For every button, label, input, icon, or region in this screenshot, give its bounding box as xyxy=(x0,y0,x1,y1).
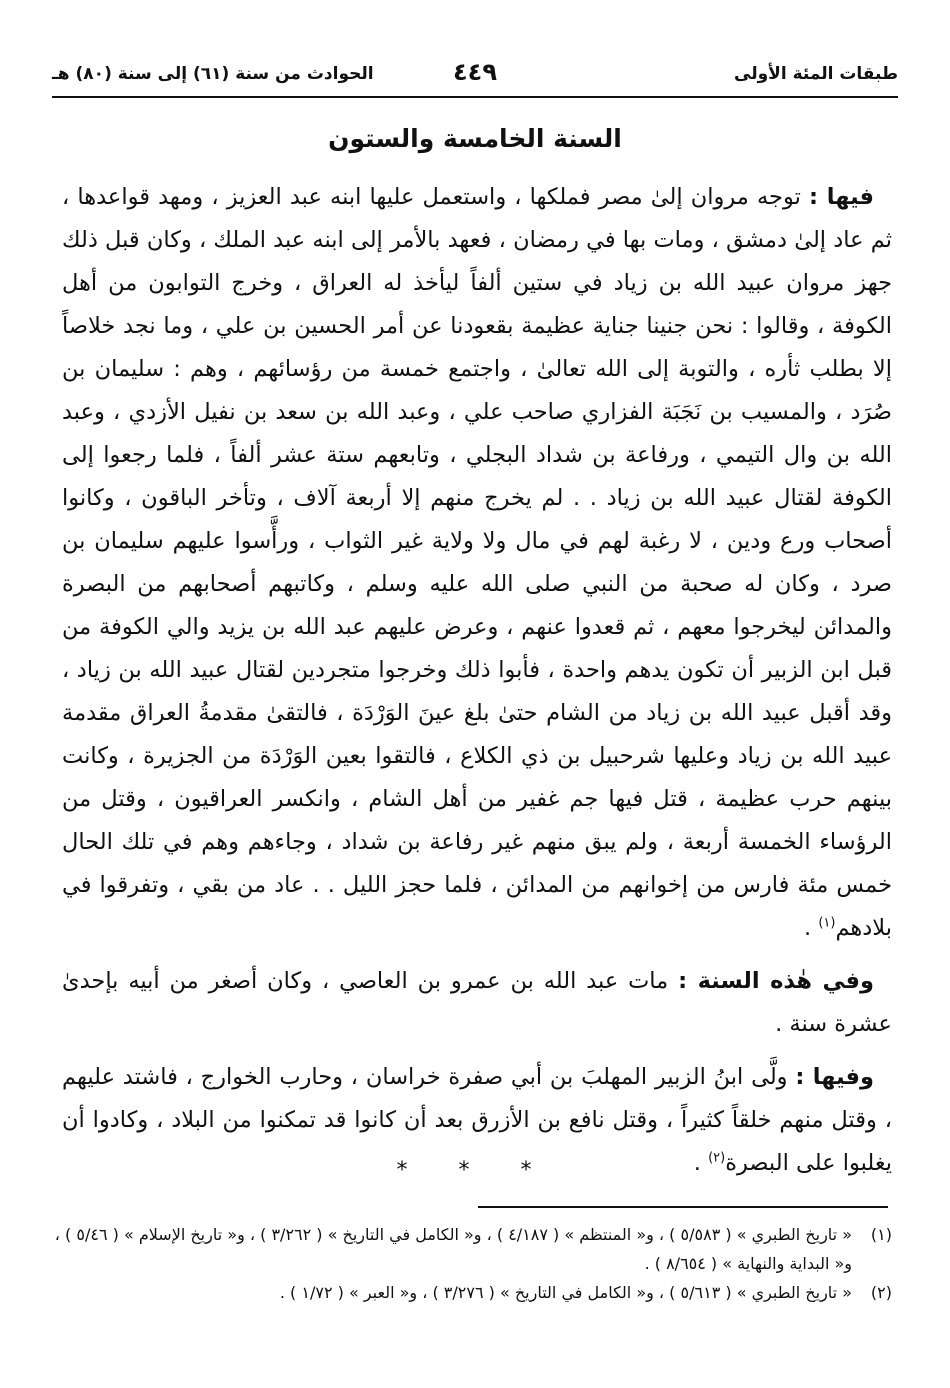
footnote-number: (٢) xyxy=(870,1283,892,1302)
section-range: الحوادث من سنة (٦١) إلى سنة (٨٠) هـ xyxy=(52,64,374,84)
body-text xyxy=(62,176,892,1185)
footnote-number: (١) xyxy=(870,1225,892,1244)
footnote-text: « تاريخ الطبري » ( ٥/٦١٣ ) ، و« الكامل في التاريخ » ( ٣/٢٧٦ ) ، و« العبر » ( ١/٧٢ ) . xyxy=(279,1283,852,1302)
paragraph-tail: . xyxy=(693,1150,709,1176)
footnote-ref[interactable]: (١) xyxy=(818,915,836,931)
footnotes xyxy=(52,1220,892,1307)
book-title: طبقات المئة الأولى xyxy=(734,64,898,84)
paragraph xyxy=(62,960,892,1046)
footnote xyxy=(52,1278,892,1307)
footnote-divider xyxy=(478,1206,888,1208)
footnote xyxy=(52,1220,892,1278)
page-number: ٤٤٩ xyxy=(453,58,497,86)
paragraph-lead: فيها : xyxy=(808,184,874,210)
footnote-text: « تاريخ الطبري » ( ٥/٥٨٣ ) ، و« المنتظم » ( ٤/١٨٧ ) ، و« الكامل في التاريخ » ( ٣/٢٦٢ ) ، و« تاريخ الإسلام » ( ٥/٤٦ ) ، و« البداية والنهاية » ( ٨/٦٥٤ ) . xyxy=(54,1225,852,1273)
paragraph-text: ولَّى ابنُ الزبير المهلبَ بن أبي صفرة خراسان ، وحارب الخوارج ، فاشتد عليهم ، وقتل منهم خلقاً كثيراً ، وقتل نافع بن الأزرق بعد أن كانوا قد تمكنوا من البلاد ، وكادوا أن يغلبوا على البصرة xyxy=(62,1064,892,1176)
paragraph xyxy=(62,176,892,950)
running-header xyxy=(52,58,898,98)
section-separator: * * * xyxy=(396,1158,554,1183)
paragraph-tail: . xyxy=(804,915,819,941)
section-title: السنة الخامسة والستون xyxy=(328,124,622,153)
paragraph-text: توجه مروان إلىٰ مصر فملكها ، واستعمل عليها ابنه عبد العزيز ، ومهد قواعدها ، ثم عاد إلىٰ دمشق ، ومات بها في رمضان ، فعهد بالأمر إلى ابنه عبد الملك ، وكان قبل ذلك جهز مروان عبيد الله بن زياد في ستين ألفاً ليأخذ له العراق ، وخرج التوابون من أهل الكوفة ، وقالوا : نحن جنينا جناية عظيمة بقعودنا عن أمر الحسين بن علي ، وما نجد خلاصاً إلا بطلب ثأره ، والتوبة إلى الله تعالىٰ ، واجتمع خمسة من رؤسائهم ، وهم : سليمان بن صُرَد ، والمسيب بن نَجَبَة الفزاري صاحب علي ، وعبد الله بن سعد بن نفيل الأزدي ، وعبد الله بن وال التيمي ، ورفاعة بن شداد البجلي ، وتابعهم ستة عشر ألفاً ، فلما رجعوا إلى الكوفة لقتال عبيد الله بن زياد . . لم يخرج منهم إلا أربعة آلاف ، وتأخر الباقون ، وكانوا أصحاب ورع ودين ، لا رغبة لهم في مال ولا ولاية غير الثواب ، ورأَّسوا عليهم سليمان بن صرد ، وكان له صحبة من النبي صلى الله عليه وسلم ، وكاتبهم أصحابهم من البصرة والمدائن ليخرجوا معهم ، ثم قعدوا عنهم ، وعرض عليهم عبد الله بن يزيد والي الكوفة من قبل ابن الزبير أن تكون يدهم واحدة ، فأبوا ذلك وخرجوا متجردين لقتال عبيد الله بن زياد ، وقد أقبل عبيد الله بن زياد من الشام حتىٰ بلغ عينَ الوَرْدَة ، فالتقىٰ مقدمةُ العراق مقدمة عبيد الله بن زياد وعليها شرحبيل بن ذي الكلاع ، فالتقوا بعين الوَرْدَة من الجزيرة ، وكانت بينهم حرب عظيمة ، قتل فيها جم غفير من أهل الشام ، وانكسر العراقيون ، وقتل من الرؤساء الخمسة أربعة ، ولم يبق منهم غير رفاعة بن شداد ، وجاءهم وهم في تلك الحال خمس مئة فارس من إخوانهم من المدائن ، فلما حجز الليل . . عاد من بقي ، وتفرقوا في بلادهم xyxy=(62,184,892,941)
header-divider xyxy=(52,96,898,98)
paragraph-lead: وفي هٰذه السنة : xyxy=(678,968,875,994)
paragraph-lead: وفيها : xyxy=(795,1064,874,1090)
footnote-ref[interactable]: (٢) xyxy=(708,1150,726,1166)
paragraph-text: مات عبد الله بن عمرو بن العاصي ، وكان أصغر من أبيه بإحدىٰ عشرة سنة . xyxy=(62,968,892,1037)
